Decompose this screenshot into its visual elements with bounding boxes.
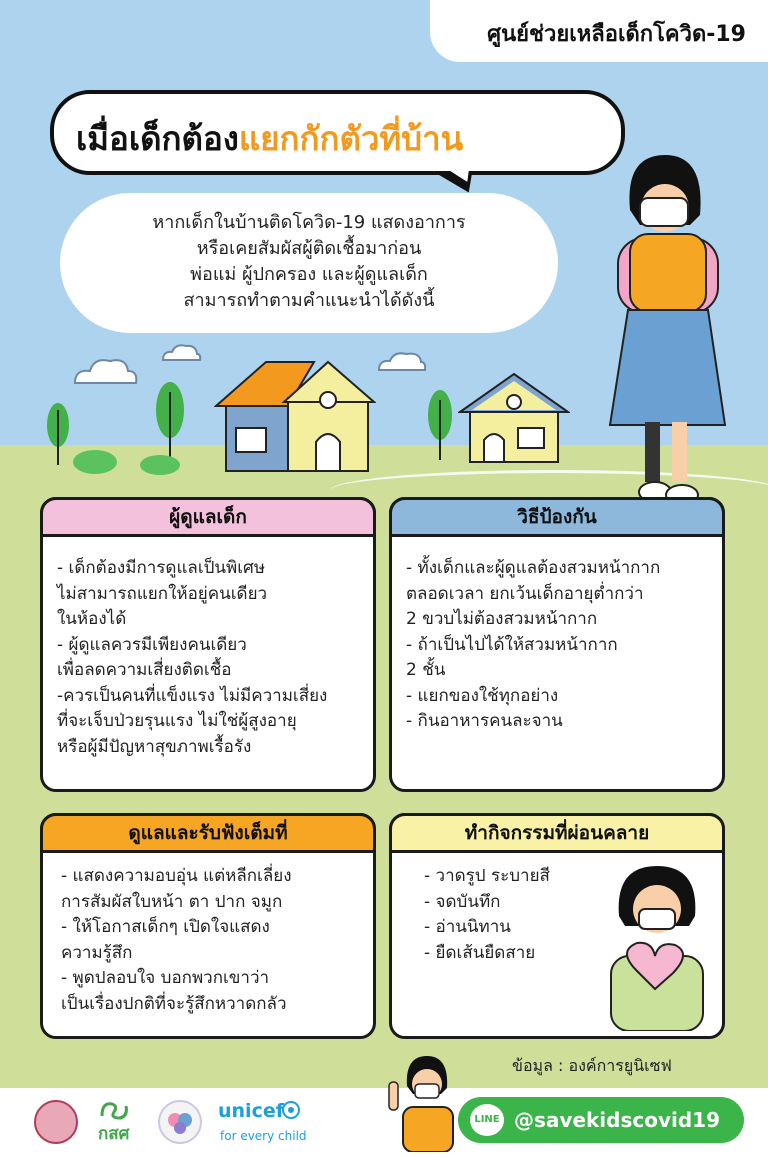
intro-line: พ่อแม่ ผู้ปกครอง และผู้ดูแลเด็ก bbox=[190, 264, 428, 285]
card-body bbox=[57, 556, 327, 760]
house-icon bbox=[214, 358, 376, 474]
card-line: การสัมผัสใบหน้า ตา ปาก จมูก bbox=[61, 891, 283, 912]
card-line: - ทั้งเด็กและผู้ดูแลต้องสวมหน้ากาก bbox=[406, 558, 661, 578]
card-relax bbox=[389, 813, 725, 1039]
card-line: - ถ้าเป็นไปได้ให้สวมหน้ากาก bbox=[406, 634, 618, 655]
card-line: ความรู้สึก bbox=[61, 942, 133, 963]
cloud-icon bbox=[376, 350, 428, 372]
card-line: ตลอดเวลา ยกเว้นเด็กอายุต่ำกว่า bbox=[406, 583, 644, 604]
waving-girl-illustration bbox=[385, 1052, 465, 1152]
krs-logo-icon bbox=[98, 1098, 130, 1120]
card-body bbox=[406, 556, 660, 735]
card-line: - อ่านนิทาน bbox=[424, 917, 511, 937]
card-line: 2 ชั้น bbox=[406, 660, 446, 680]
girl-illustration bbox=[600, 150, 730, 520]
tree-icon bbox=[422, 380, 462, 465]
org-header-tab bbox=[430, 0, 768, 62]
card-line: - แสดงความอบอุ่น แต่หลีกเลี่ยง bbox=[61, 866, 292, 886]
card-title: ผู้ดูแลเด็ก bbox=[40, 497, 376, 537]
card-line: - พูดปลอบใจ บอกพวกเขาว่า bbox=[61, 968, 270, 988]
card-line: - เด็กต้องมีการดูแลเป็นพิเศษ bbox=[57, 558, 266, 578]
unicef-tagline: for every child bbox=[220, 1129, 307, 1143]
intro-line: หากเด็กในบ้านติดโควิด-19 แสดงอาการ bbox=[152, 212, 466, 233]
card-line: ไม่สามารถแยกให้อยู่คนเดียว bbox=[57, 583, 268, 604]
girl-heart-illustration bbox=[597, 861, 715, 1031]
card-line: 2 ขวบไม่ต้องสวมหน้ากาก bbox=[406, 609, 598, 629]
card-line: - จดบันทึก bbox=[424, 891, 501, 912]
source-credit: ข้อมูล : องค์การยูนิเซฟ bbox=[512, 1056, 672, 1075]
trees-left-icon bbox=[40, 380, 190, 475]
card-line: - ให้โอกาสเด็กๆ เปิดใจแสดง bbox=[61, 917, 270, 937]
cloud-icon bbox=[160, 342, 202, 362]
unicef-globe-icon bbox=[282, 1101, 300, 1119]
card-line: เป็นเรื่องปกติที่จะรู้สึกหวาดกลัว bbox=[61, 993, 287, 1014]
partner-logo bbox=[158, 1100, 202, 1144]
card-line: หรือผู้มีปัญหาสุขภาพเรื้อรัง bbox=[57, 736, 252, 757]
unicef-logo-text: unicef bbox=[218, 1100, 284, 1122]
card-title: ดูแลและรับฟังเต็มที่ bbox=[40, 813, 376, 853]
line-id: @savekidscovid19 bbox=[514, 1108, 721, 1132]
line-icon: LINE bbox=[470, 1104, 504, 1136]
card-prevention bbox=[389, 497, 725, 792]
card-line: - ผู้ดูแลควรมีเพียงคนเดียว bbox=[57, 634, 247, 655]
line-contact-button[interactable] bbox=[458, 1097, 744, 1143]
card-listen bbox=[40, 813, 376, 1039]
page-title bbox=[76, 112, 463, 165]
ministry-seal-logo bbox=[34, 1100, 78, 1144]
intro-line: สามารถทำตามคำแนะนำได้ดังนี้ bbox=[183, 290, 435, 311]
card-line: - แยกของใช้ทุกอย่าง bbox=[406, 685, 559, 706]
card-caregiver bbox=[40, 497, 376, 792]
card-line: - วาดรูป ระบายสี bbox=[424, 866, 550, 886]
title-part1: เมื่อเด็กต้อง bbox=[76, 119, 239, 158]
krs-logo-text: กสศ bbox=[98, 1124, 130, 1144]
card-title: ทำกิจกรรมที่ผ่อนคลาย bbox=[389, 813, 725, 853]
hands-icon bbox=[160, 1102, 200, 1142]
card-line: -ควรเป็นคนที่แข็งแรง ไม่มีความเสี่ยง bbox=[57, 685, 328, 706]
house-icon bbox=[458, 372, 570, 464]
card-line: ที่จะเจ็บป่วยรุนแรง ไม่ใช่ผู้สูงอายุ bbox=[57, 711, 297, 731]
intro-text bbox=[60, 210, 558, 314]
card-line: - ยืดเส้นยืดสาย bbox=[424, 942, 536, 963]
card-body bbox=[61, 864, 292, 1017]
card-body bbox=[424, 864, 550, 966]
intro-line: หรือเคยสัมผัสผู้ติดเชื้อมาก่อน bbox=[196, 238, 422, 259]
org-name: ศูนย์ช่วยเหลือเด็กโควิด-19 bbox=[487, 22, 746, 47]
card-line: - กินอาหารคนละจาน bbox=[406, 711, 563, 731]
card-line: ในห้องได้ bbox=[57, 609, 127, 629]
card-title: วิธีป้องกัน bbox=[389, 497, 725, 537]
card-line: เพื่อลดความเสี่ยงติดเชื้อ bbox=[57, 660, 232, 680]
title-part2: แยกกักตัวที่บ้าน bbox=[238, 119, 464, 158]
